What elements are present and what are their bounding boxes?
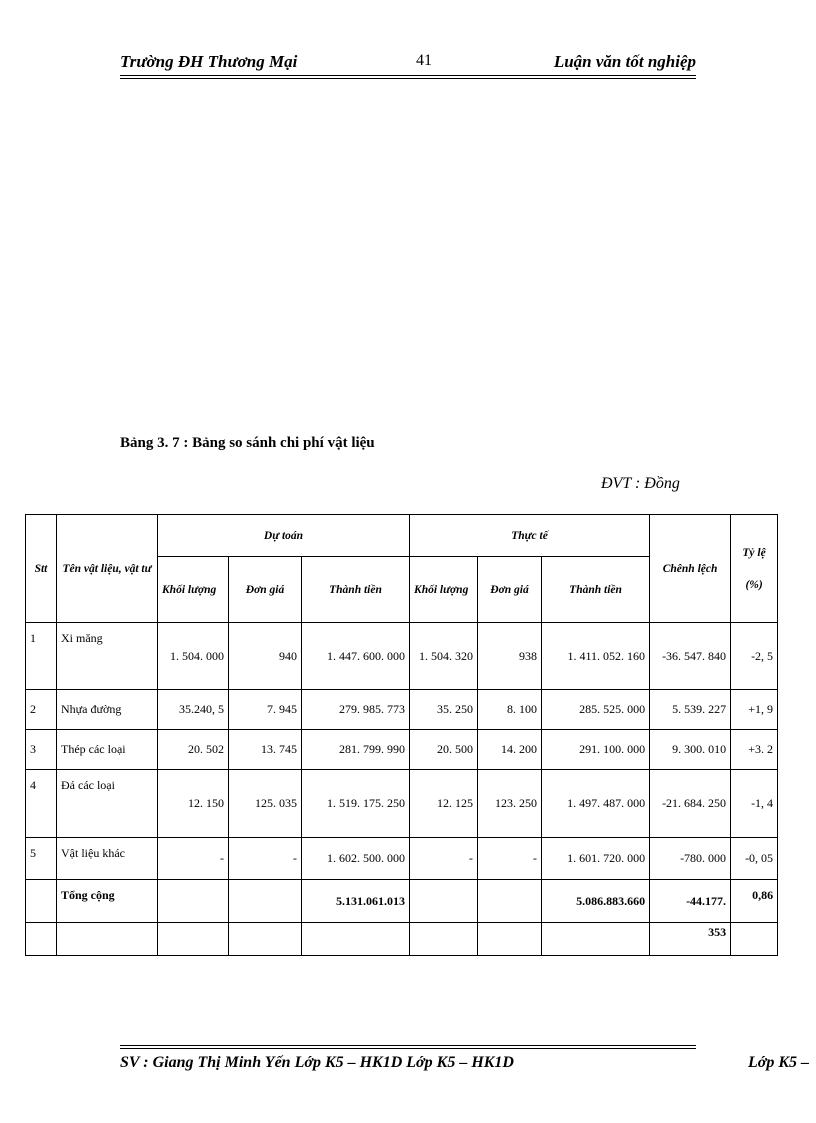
row-act-price: 8. 100: [478, 690, 542, 730]
total-act-qty: [410, 880, 478, 923]
row-diff: -36. 547. 840: [650, 623, 731, 690]
row-diff: -780. 000: [650, 838, 731, 880]
row-est-amount: 281. 799. 990: [302, 730, 410, 770]
header-rule-top: [120, 75, 696, 76]
row-stt: 2: [26, 690, 57, 730]
cost-comparison-table: [25, 514, 778, 956]
total-label: Tổng cộng: [57, 880, 158, 923]
row-act-price: -: [478, 838, 542, 880]
header-page-number: 41: [416, 52, 432, 69]
footer-student: SV : Giang Thị Minh Yến Lớp K5 – HK1D Lớp K5 – HK1D: [120, 1054, 514, 1071]
empty-cell: [57, 923, 158, 956]
total-stt: [26, 880, 57, 923]
row-est-amount: 279. 985. 773: [302, 690, 410, 730]
row-est-amount: 1. 519. 175. 250: [302, 770, 410, 838]
table-row: [26, 730, 778, 770]
empty-cell: [26, 923, 57, 956]
footer-rule-top: [120, 1045, 696, 1046]
header-ratio: Tỷ lệ (%): [731, 515, 778, 623]
total-act-price: [478, 880, 542, 923]
row-stt: 1: [26, 623, 57, 690]
row-name: Thép các loại: [57, 730, 158, 770]
row-stt: 5: [26, 838, 57, 880]
total-row: [26, 880, 778, 923]
total-diff-line2: 353: [650, 923, 731, 956]
header-est-price: Đơn giá: [229, 557, 302, 623]
total-diff-line1: -44.177.: [650, 880, 731, 923]
row-act-price: 14. 200: [478, 730, 542, 770]
header-stt: Stt: [26, 515, 57, 623]
row-name: Đá các loại: [57, 770, 158, 838]
header-act-price: Đơn giá: [478, 557, 542, 623]
header-act-amount: Thành tiền: [542, 557, 650, 623]
row-name: Nhựa đường: [57, 690, 158, 730]
row-act-amount: 1. 497. 487. 000: [542, 770, 650, 838]
header-actual: Thực tế: [410, 515, 650, 557]
row-act-price: 123. 250: [478, 770, 542, 838]
header-diff: Chênh lệch: [650, 515, 731, 623]
total-ratio: 0,86: [731, 880, 778, 923]
empty-cell: [410, 923, 478, 956]
unit-label: ĐVT : Đồng: [601, 475, 680, 492]
row-diff: 5. 539. 227: [650, 690, 731, 730]
row-act-qty: 35. 250: [410, 690, 478, 730]
row-est-qty: 12. 150: [158, 770, 229, 838]
row-diff: -21. 684. 250: [650, 770, 731, 838]
total-est-qty: [158, 880, 229, 923]
row-est-qty: 1. 504. 000: [158, 623, 229, 690]
row-act-amount: 1. 411. 052. 160: [542, 623, 650, 690]
row-diff: 9. 300. 010: [650, 730, 731, 770]
row-act-qty: 12. 125: [410, 770, 478, 838]
row-ratio: -2, 5: [731, 623, 778, 690]
row-est-amount: 1. 602. 500. 000: [302, 838, 410, 880]
header-school: Trường ĐH Thương Mại: [120, 52, 298, 71]
row-est-price: -: [229, 838, 302, 880]
page-header: [120, 50, 696, 74]
table-title: Bảng 3. 7 : Bảng so sánh chi phí vật liệu: [120, 435, 375, 451]
total-est-price: [229, 880, 302, 923]
row-stt: 3: [26, 730, 57, 770]
header-thesis-label: Luận văn tốt nghiệp: [553, 52, 696, 71]
row-act-qty: -: [410, 838, 478, 880]
header-estimate: Dự toán: [158, 515, 410, 557]
row-est-price: 13. 745: [229, 730, 302, 770]
row-name: Vật liệu khác: [57, 838, 158, 880]
empty-cell: [302, 923, 410, 956]
table-row: [26, 770, 778, 838]
row-ratio: -1, 4: [731, 770, 778, 838]
empty-cell: [731, 923, 778, 956]
total-est-amount: 5.131.061.013: [302, 880, 410, 923]
row-est-qty: -: [158, 838, 229, 880]
header-rule-bottom: [120, 78, 696, 79]
table-row: [26, 690, 778, 730]
row-est-price: 940: [229, 623, 302, 690]
row-stt: 4: [26, 770, 57, 838]
row-act-amount: 291. 100. 000: [542, 730, 650, 770]
row-act-amount: 1. 601. 720. 000: [542, 838, 650, 880]
header-name: Tên vật liệu, vật tư: [57, 515, 158, 623]
row-est-qty: 20. 502: [158, 730, 229, 770]
total-act-amount: 5.086.883.660: [542, 880, 650, 923]
header-act-qty: Khối lượng: [410, 557, 478, 623]
row-act-price: 938: [478, 623, 542, 690]
footer-rule-bottom: [120, 1048, 696, 1049]
header-row-1: [26, 515, 778, 557]
header-est-amount: Thành tiền: [302, 557, 410, 623]
table-row: [26, 838, 778, 880]
empty-cell: [229, 923, 302, 956]
row-est-qty: 35.240, 5: [158, 690, 229, 730]
row-act-amount: 285. 525. 000: [542, 690, 650, 730]
row-est-price: 125. 035: [229, 770, 302, 838]
row-est-price: 7. 945: [229, 690, 302, 730]
empty-cell: [478, 923, 542, 956]
footer-class: Lớp K5 –: [748, 1054, 810, 1071]
row-act-qty: 20. 500: [410, 730, 478, 770]
row-ratio: -0, 05: [731, 838, 778, 880]
row-name: Xi măng: [57, 623, 158, 690]
table-row: [26, 623, 778, 690]
row-act-qty: 1. 504. 320: [410, 623, 478, 690]
empty-cell: [542, 923, 650, 956]
row-ratio: +1, 9: [731, 690, 778, 730]
header-est-qty: Khối lượng: [158, 557, 229, 623]
empty-cell: [158, 923, 229, 956]
row-ratio: +3. 2: [731, 730, 778, 770]
total-continuation-row: [26, 923, 778, 956]
row-est-amount: 1. 447. 600. 000: [302, 623, 410, 690]
